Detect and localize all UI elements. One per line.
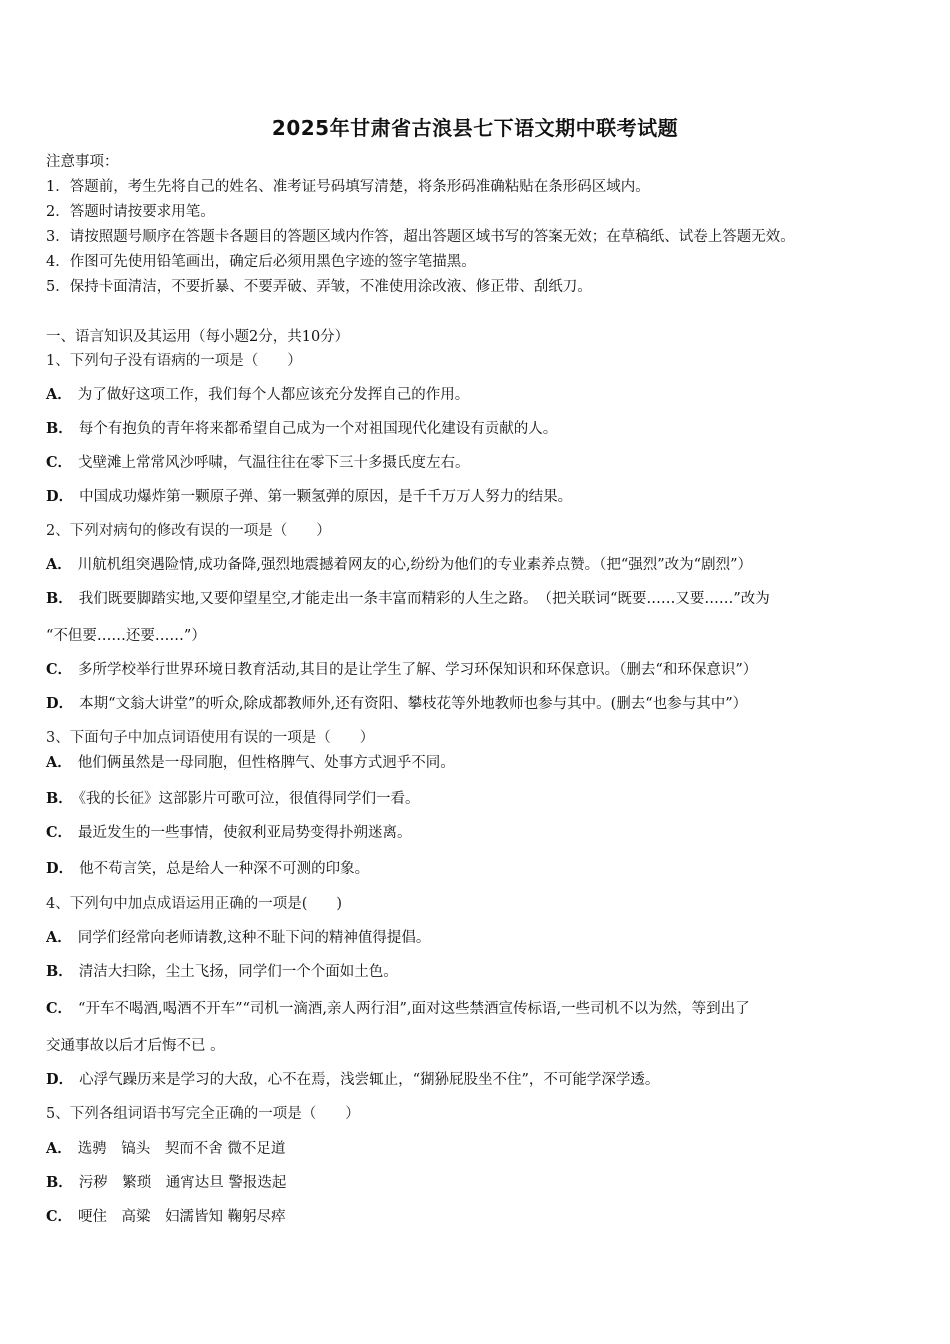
option-label: D． <box>46 1071 74 1088</box>
answer-option <box>46 694 916 714</box>
notice-item: 5．保持卡面清洁，不要折暴、不要弄破、弄皱，不准使用涂改液、修正带、刮纸刀。 <box>46 279 592 295</box>
notice-item: 2．答题时请按要求用笔。 <box>46 204 215 220</box>
option-continuation: 交通事故以后才后悔不已 。 <box>46 1038 225 1054</box>
answer-option <box>46 660 916 680</box>
option-text: 清洁大扫除，尘土飞扬，同学们一个个面如土色。 <box>78 964 398 980</box>
answer-option <box>46 999 916 1019</box>
notice-item: 1．答题前，考生先将自己的姓名、准考证号码填写清楚，将条形码准确粘贴在条形码区域内。 <box>46 179 650 195</box>
answer-option <box>46 789 916 809</box>
answer-option <box>46 823 916 843</box>
option-label: D． <box>46 488 74 505</box>
answer-option <box>46 453 916 473</box>
option-text: 哽住 高粱 妇濡皆知 鞠躬尽瘁 <box>78 1209 286 1225</box>
option-label: B． <box>46 590 73 607</box>
answer-option <box>46 385 916 405</box>
answer-option <box>46 555 916 575</box>
question-stem: 3、下面句子中加点词语使用有误的一项是（ ） <box>46 730 375 746</box>
option-label: B． <box>46 790 73 807</box>
page-title: 2025年甘肃省古浪县七下语文期中联考试题 <box>271 116 679 140</box>
answer-option <box>46 419 916 439</box>
option-label: B． <box>46 420 73 437</box>
option-text: 川航机组突遇险情,成功备降,强烈地震撼着网友的心,纷纷为他们的专业素养点赞。（把“强烈”改为“剧烈”） <box>77 557 752 573</box>
option-text: 本期“文翁大讲堂”的听众,除成都教师外,还有资阳、攀枝花等外地教师也参与其中。(删去“也参与其中”） <box>79 696 748 712</box>
answer-option <box>46 1070 916 1090</box>
option-label: B． <box>46 1174 73 1191</box>
answer-option <box>46 928 916 948</box>
option-label: D． <box>46 695 74 712</box>
option-continuation: “不但要……还要……”） <box>46 628 206 644</box>
answer-option <box>46 1139 916 1159</box>
answer-option <box>46 962 916 982</box>
option-label: C． <box>46 454 73 471</box>
option-text: 他们俩虽然是一母同胞，但性格脾气、处事方式迥乎不同。 <box>77 755 455 771</box>
option-label: C． <box>46 1000 73 1017</box>
answer-option <box>46 753 916 773</box>
option-text: 污秽 繁琐 通宵达旦 警报迭起 <box>78 1175 287 1191</box>
option-text: 多所学校举行世界环境日教育活动,其目的是让学生了解、学习环保知识和环保意识。（删去“和环保意识”） <box>78 662 758 678</box>
option-text: 戈壁滩上常常风沙呼啸，气温往往在零下三十多摄氏度左右。 <box>78 455 470 471</box>
option-text: 每个有抱负的青年将来都希望自己成为一个对祖国现代化建设有贡献的人。 <box>78 421 558 437</box>
option-label: A． <box>46 754 72 771</box>
option-label: A． <box>46 1140 72 1157</box>
option-label: A． <box>46 556 72 573</box>
notice-item: 4．作图可先使用铅笔画出，确定后必须用黑色字迹的签字笔描黑。 <box>46 254 476 270</box>
answer-option <box>46 1207 916 1227</box>
option-text: 选骋 镐头 契而不舍 微不足道 <box>77 1141 286 1157</box>
option-label: C． <box>46 1208 73 1225</box>
answer-option <box>46 859 916 879</box>
question-stem: 4、下列句中加点成语运用正确的一项是( ) <box>46 896 343 912</box>
option-label: A． <box>46 929 72 946</box>
answer-option <box>46 589 916 609</box>
option-text: 同学们经常向老师请教,这种不耻下问的精神值得提倡。 <box>77 930 431 946</box>
option-text: 为了做好这项工作，我们每个人都应该充分发挥自己的作用。 <box>77 387 470 403</box>
option-label: D． <box>46 860 74 877</box>
answer-option <box>46 487 916 507</box>
option-label: C． <box>46 661 73 678</box>
notice-item: 3．请按照题号顺序在答题卡各题目的答题区域内作答，超出答题区域书写的答案无效；在草稿纸、试卷上答题无效。 <box>46 229 795 245</box>
option-label: A． <box>46 386 72 403</box>
option-text: 他不苟言笑，总是给人一种深不可测的印象。 <box>79 861 370 877</box>
question-stem: 1、下列句子没有语病的一项是（ ） <box>46 353 302 369</box>
option-text: 中国成功爆炸第一颗原子弹、第一颗氢弹的原因，是千千万万人努力的结果。 <box>79 489 573 505</box>
option-label: C． <box>46 824 73 841</box>
section-heading: 一、语言知识及其运用（每小题2分，共10分） <box>46 329 350 345</box>
answer-option <box>46 1173 916 1193</box>
notice-heading: 注意事项： <box>46 154 119 170</box>
option-text: 心浮气躁历来是学习的大敌，心不在焉，浅尝辄止，“猢狲屁股坐不住”，不可能学深学透。 <box>79 1072 660 1088</box>
option-text: “开车不喝酒,喝酒不开车”“司机一滴酒,亲人两行泪”,面对这些禁酒宣传标语,一些司机不以为然，等到出了 <box>78 1001 750 1017</box>
option-label: B． <box>46 963 73 980</box>
option-text: 最近发生的一些事情，使叙利亚局势变得扑朔迷离。 <box>78 825 412 841</box>
option-text: 《我的长征》这部影片可歌可泣，很值得同学们一看。 <box>78 791 420 807</box>
option-text: 我们既要脚踏实地,又要仰望星空,才能走出一条丰富而精彩的人生之路。 （把关联词“既要……又要……”改为 <box>78 591 770 607</box>
question-stem: 2、下列对病句的修改有误的一项是（ ） <box>46 523 331 539</box>
question-stem: 5、下列各组词语书写完全正确的一项是（ ） <box>46 1106 360 1122</box>
